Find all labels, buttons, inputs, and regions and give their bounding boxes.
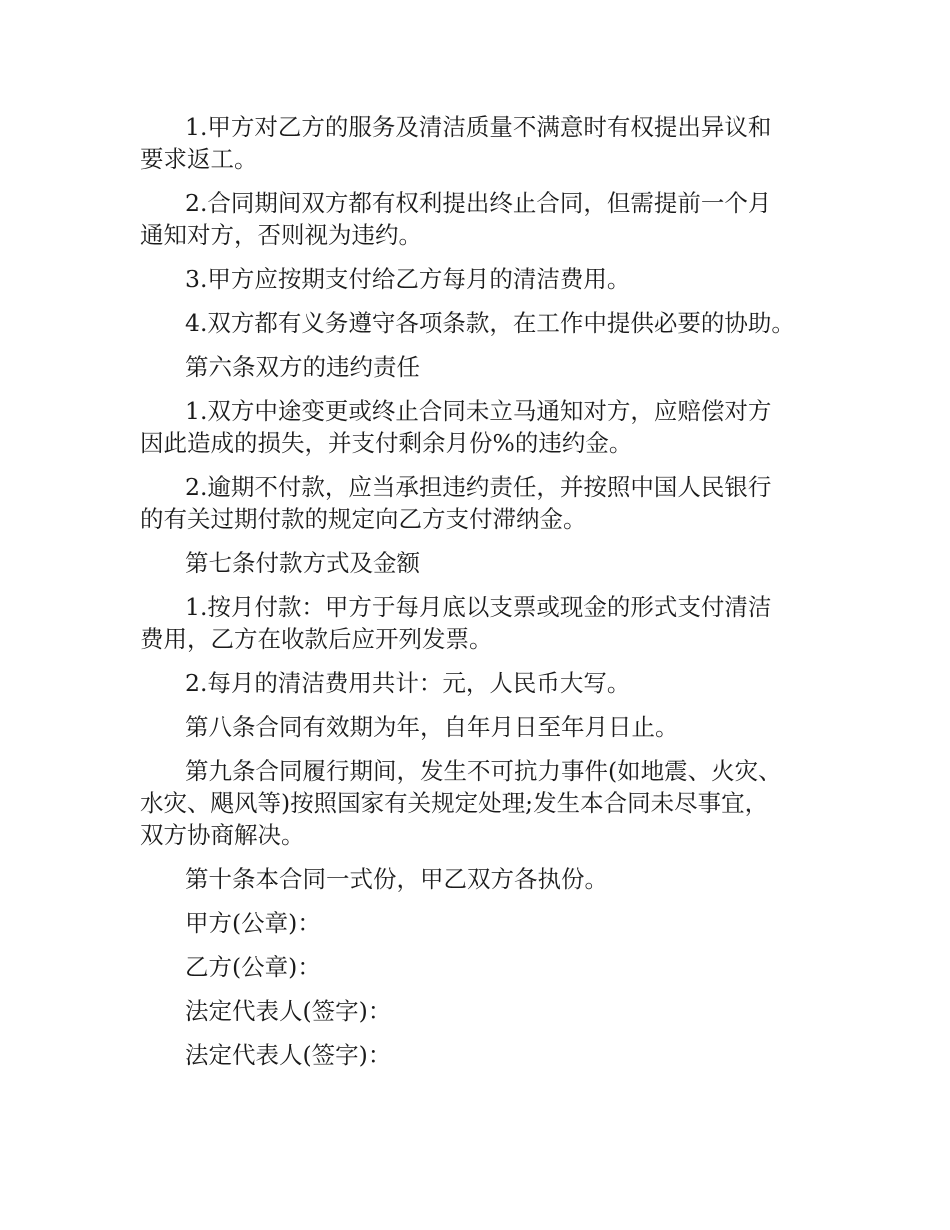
clause-paragraph [140, 307, 820, 339]
clause-paragraph [140, 591, 820, 655]
section-heading [140, 351, 820, 383]
text-line: 第七条付款方式及金额 [185, 549, 420, 577]
section-heading [140, 547, 820, 579]
text-line: 因此造成的损失，并支付剩余月份%的违约金。 [140, 429, 633, 457]
section-heading [140, 711, 820, 743]
clause-paragraph [140, 667, 820, 699]
text-line: 1.甲方对乙方的服务及清洁质量不满意时有权提出异议和 [185, 113, 772, 141]
signature-line-representative [140, 1039, 820, 1071]
text-line: 要求返工。 [140, 145, 258, 173]
clause-paragraph [140, 263, 820, 295]
text-line: 法定代表人(签字)： [185, 1041, 392, 1069]
clause-paragraph [140, 395, 820, 459]
text-line: 乙方(公章)： [185, 953, 321, 981]
clause-paragraph [140, 187, 820, 251]
signature-line-party-a-seal [140, 907, 820, 939]
text-line: 3.甲方应按期支付给乙方每月的清洁费用。 [185, 265, 631, 293]
section-heading [140, 755, 820, 851]
text-line: 1.按月付款：甲方于每月底以支票或现金的形式支付清洁 [185, 593, 772, 621]
document-body [140, 111, 820, 1083]
signature-line-representative [140, 995, 820, 1027]
text-line: 1.双方中途变更或终止合同未立马通知对方，应赔偿对方 [185, 397, 772, 425]
text-line: 的有关过期付款的规定向乙方支付滞纳金。 [140, 505, 587, 533]
signature-line-party-b-seal [140, 951, 820, 983]
text-line: 第六条双方的违约责任 [185, 353, 420, 381]
text-line: 费用，乙方在收款后应开列发票。 [140, 625, 493, 653]
text-line: 2.合同期间双方都有权利提出终止合同，但需提前一个月 [185, 189, 772, 217]
text-line: 通知对方，否则视为违约。 [140, 221, 422, 249]
text-line: 法定代表人(签字)： [185, 997, 392, 1025]
text-line: 第十条本合同一式份，甲乙双方各执份。 [185, 865, 608, 893]
text-line: 甲方(公章)： [185, 909, 321, 937]
text-line: 双方协商解决。 [140, 821, 305, 849]
clause-paragraph [140, 471, 820, 535]
text-line: 第九条合同履行期间，发生不可抗力事件(如地震、火灾、 [185, 757, 782, 785]
text-line: 2.每月的清洁费用共计：元，人民币大写。 [185, 669, 631, 697]
clause-paragraph [140, 111, 820, 175]
text-line: 2.逾期不付款，应当承担违约责任，并按照中国人民银行 [185, 473, 772, 501]
section-heading [140, 863, 820, 895]
text-line: 水灾、飓风等)按照国家有关规定处理;发生本合同未尽事宜， [140, 789, 769, 817]
text-line: 第八条合同有效期为年，自年月日至年月日止。 [185, 713, 679, 741]
text-line: 4.双方都有义务遵守各项条款，在工作中提供必要的协助。 [185, 309, 795, 337]
